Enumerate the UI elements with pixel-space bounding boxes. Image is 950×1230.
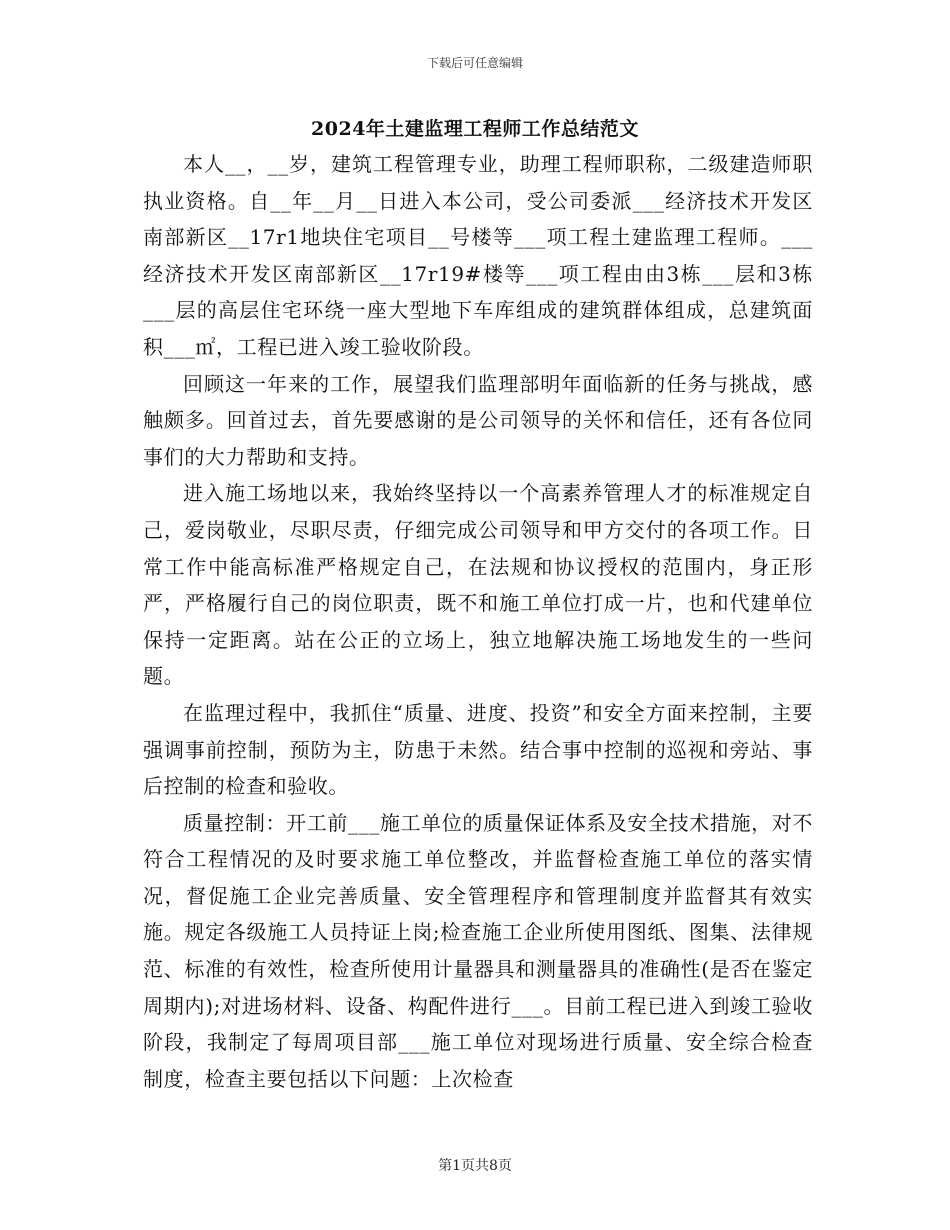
paragraph-control-approach: 在监理过程中，我抓住“质量、进度、投资”和安全方面来控制，主要强调事前控制，预防为主，防患于未然。结合事中控制的巡视和旁站、事后控制的检查和验收。 <box>143 700 813 799</box>
document-title: 2024年土建监理工程师工作总结范文 <box>311 118 639 140</box>
paragraph-intro: 本人__，__岁，建筑工程管理专业，助理工程师职称，二级建造师职执业资格。自__年__月__日进入本公司，受公司委派___经济技术开发区南部新区__17r1地块住宅项目__号楼等___项工程土建监理工程师。___经济技术开发区南部新区__17r19#楼等___项工程由由3栋___层和3栋___层的高层住宅环绕一座大型地下车库组成的建筑群体组成，总建筑面积___㎡，工程已进入竣工验收阶段。 <box>143 152 813 359</box>
page-header-note: 下载后可任意编辑 <box>426 56 523 70</box>
paragraph-review: 回顾这一年来的工作，展望我们监理部明年面临新的任务与挑战，感触颇多。回首过去，首先要感谢的是公司领导的关怀和信任，还有各位同事们的大力帮助和支持。 <box>143 371 813 469</box>
page-number: 第1页共8页 <box>438 1158 512 1174</box>
document-body <box>143 146 813 1097</box>
paragraph-quality-control: 质量控制：开工前___施工单位的质量保证体系及安全技术措施，对不符合工程情况的及时要求施工单位整改，并监督检查施工单位的落实情况，督促施工企业完善质量、安全管理程序和管理制度并监督其有效实施。规定各级施工人员持证上岗;检查施工企业所使用图纸、图集、法律规范、标准的有效性，检查所使用计量器具和测量器具的准确性(是否在鉴定周期内);对进场材料、设备、构配件进行___。目前工程已进入到竣工验收阶段，我制定了每周项目部___施工单位对现场进行质量、安全综合检查制度，检查主要包括以下问题：上次检查 <box>143 810 813 1091</box>
paragraph-attitude: 进入施工场地以来，我始终坚持以一个高素养管理人才的标准规定自己，爱岗敬业，尽职尽责，仔细完成公司领导和甲方交付的各项工作。日常工作中能高标准严格规定自己，在法规和协议授权的范围内，身正形严，严格履行自己的岗位职责，既不和施工单位打成一片，也和代建单位保持一定距离。站在公正的立场上，独立地解决施工场地发生的一些问题。 <box>143 481 813 689</box>
